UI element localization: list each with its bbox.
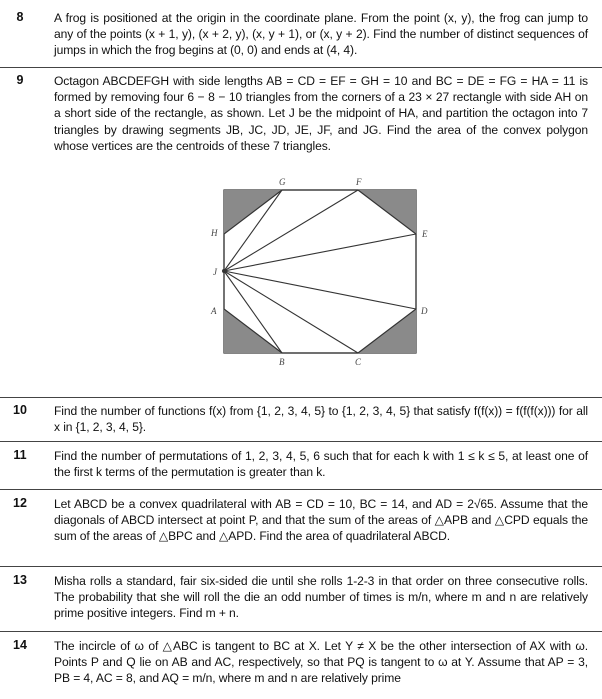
label-h: H bbox=[211, 228, 218, 238]
label-f: F bbox=[356, 177, 362, 187]
rectangle-outline bbox=[224, 190, 416, 353]
octagon-figure bbox=[204, 173, 434, 373]
label-a: A bbox=[211, 306, 217, 316]
problem-12 bbox=[0, 489, 602, 567]
problem-number: 11 bbox=[13, 448, 27, 462]
segment-jd bbox=[224, 271, 416, 309]
problem-10 bbox=[0, 397, 602, 439]
problem-text: Octagon ABCDEFGH with side lengths AB = CD = EF = GH = 10 and BC = DE = FG = HA = 11 is formed by removing four 6 − 8 − 10 triangles from the corners of a 23 × 27 rectangle with side AH on a short side of the rectangle, as shown. Let J be the midpoint of HA, and partition the octagon into 7 triangles by drawing segments JB, JC, JD, JE, JF, and JG. Find the area of the convex polygon whose vertices are the centroids of these 7 triangles. bbox=[54, 74, 588, 153]
partition-segments bbox=[224, 190, 416, 353]
problem-number: 14 bbox=[13, 638, 27, 652]
problem-14 bbox=[0, 631, 602, 699]
label-e: E bbox=[422, 229, 428, 239]
label-j: J bbox=[213, 267, 217, 277]
octagon-diagram bbox=[204, 173, 434, 373]
problem-text: Find the number of functions f(x) from {1, 2, 3, 4, 5} to {1, 2, 3, 4, 5} that satisfy f(f(x)) = f(f(f(x))) for all x in {1, 2, 3, 4, 5}. bbox=[54, 404, 588, 435]
problem-8 bbox=[0, 6, 602, 64]
label-g: G bbox=[279, 177, 286, 187]
problem-number: 13 bbox=[13, 573, 27, 587]
problem-number: 9 bbox=[16, 73, 24, 87]
problem-number: 10 bbox=[13, 403, 27, 417]
problem-number: 8 bbox=[16, 10, 24, 24]
problem-text: The incircle of ω of △ABC is tangent to BC at X. Let Y ≠ X be the other intersection of AX with ω. Points P and Q lie on AB and AC, respectively, so that PQ is tangent to ω at Y. Assume that AP = 3, PB = 4, AC = 8, and AQ = m/n, where m and n are relatively prime bbox=[54, 639, 588, 686]
label-b: B bbox=[279, 357, 285, 367]
problem-text: A frog is positioned at the origin in the coordinate plane. From the point (x, y), the frog can jump to any of the points (x + 1, y), (x + 2, y), (x, y + 1), or (x, y + 2). Find the number of distinct sequences of jumps in which the frog begins at (0, 0) and ends at (4, 4). bbox=[54, 11, 588, 58]
problem-text: Find the number of permutations of 1, 2, 3, 4, 5, 6 such that for each k with 1 ≤ k ≤ 5, at least one of the first k terms of the permutation is greater than k. bbox=[54, 449, 588, 480]
octagon-outline bbox=[224, 190, 416, 353]
problem-text: Let ABCD be a convex quadrilateral with AB = CD = 10, BC = 14, and AD = 2√65. Assume that the diagonals of ABCD intersect at point P, and that the sum of the areas of △APB and △CPD equals the sum of the areas of △BPC and △APD. Find the area of quadrilateral ABCD. bbox=[54, 497, 588, 544]
problem-text: Misha rolls a standard, fair six-sided die until she rolls 1-2-3 in that order on three consecutive rolls. The probability that she will roll the die an odd number of times is m/n, where m and n are relatively prime positive integers. Find m + n. bbox=[54, 574, 588, 621]
segment-je bbox=[224, 234, 416, 271]
point-j bbox=[222, 269, 226, 273]
problem-11 bbox=[0, 441, 602, 486]
label-d: D bbox=[421, 306, 428, 316]
label-c: C bbox=[355, 357, 362, 367]
problem-13 bbox=[0, 566, 602, 628]
problem-number: 12 bbox=[13, 496, 27, 510]
